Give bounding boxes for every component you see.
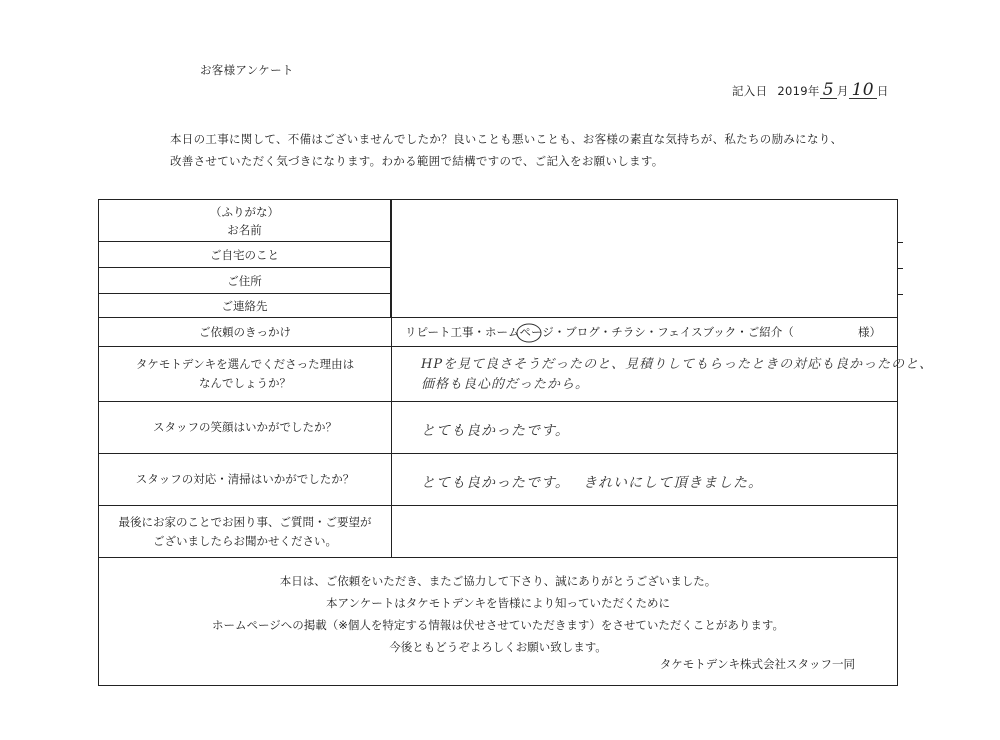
date-year: 2019年 (777, 84, 820, 98)
date-month: 5 (820, 82, 837, 99)
address-label: ご住所 (227, 273, 262, 288)
trigger-suffix: 様） (858, 325, 881, 339)
contact-label: ご連絡先 (221, 299, 268, 313)
address-cell (99, 268, 391, 294)
furigana-label: （ふりがな） (210, 204, 279, 219)
name-label: お名前 (227, 222, 262, 237)
trigger-label-cell (99, 318, 392, 346)
q2-answer[interactable] (391, 402, 897, 453)
home-label: ご自宅のこと (210, 247, 279, 262)
q1-row (99, 347, 934, 402)
footer-line-1: 本日は、ご依頼をいただき、またご協力して下さり、誠にありがとうございました。 (279, 574, 717, 588)
footer-line-3: ホームページへの掲載（※個人を特定する情報は伏せさせていただきます）をさせていただくことがあります。 (212, 618, 784, 632)
footer-line-4: 今後ともどうぞよろしくお願い致します。 (389, 640, 607, 654)
footer-line-2: 本アンケートはタケモトデンキを皆様により知っていただくために (325, 596, 671, 610)
contact-cell (99, 294, 391, 318)
q3-answer-text-b: きれいにして頂きました。 (583, 475, 763, 491)
q3-answer-text-a: とても良かったです。 (421, 475, 570, 491)
trigger-row (99, 318, 897, 347)
tick-mark (897, 294, 903, 295)
date-month-unit: 月 (836, 84, 849, 98)
q1-answer-line-1: HPを見て良さそうだったのと、見積りしてもらったときの対応も良かったのと、 (421, 357, 934, 372)
q2-label: スタッフの笑顔はいかがでしたか？ (153, 420, 337, 434)
survey-title: お客様アンケート (200, 63, 294, 77)
q1-answer-line-2: 価格も良心的だったから。 (421, 377, 590, 392)
home-cell (99, 242, 391, 268)
customer-info-answer[interactable] (391, 200, 897, 317)
trigger-options-text: リピート工事・ホームページ・ブログ・チラシ・フェイスブック・ご紹介（ (405, 325, 794, 339)
q1-answer[interactable] (391, 347, 934, 401)
q3-label-cell (99, 454, 392, 505)
name-cell (99, 200, 391, 242)
footer-signature: タケモトデンキ株式会社スタッフ一同 (659, 657, 855, 671)
q1-label-cell (99, 347, 392, 401)
intro-line-1: 本日の工事に関して、不備はございませんでしたか？良いことも悪いことも、お客様の素直な気持ちが、私たちの励みになり、 (170, 132, 843, 146)
date-label: 記入日 (732, 84, 768, 98)
q3-answer[interactable] (391, 454, 897, 505)
q4-answer[interactable] (391, 506, 897, 557)
trigger-answer[interactable] (391, 318, 897, 346)
trigger-options (405, 318, 881, 346)
thank-you-section (99, 558, 897, 685)
homepage-circle-mark (514, 322, 544, 344)
customer-info-block (99, 200, 897, 318)
q1-label-line-1: タケモトデンキを選んでくださった理由は (135, 357, 355, 371)
q4-label-line-2: ございましたらお聞かせください。 (153, 533, 337, 548)
q2-answer-text: とても良かったです。 (421, 423, 570, 439)
survey-form (98, 199, 934, 686)
date-entry (732, 82, 889, 99)
tick-mark (897, 242, 903, 243)
q3-label: スタッフの対応・清掃はいかがでしたか？ (135, 472, 355, 486)
q3-row (99, 454, 897, 506)
intro-text (170, 128, 842, 172)
date-day: 10 (849, 82, 877, 99)
q2-label-cell (99, 402, 392, 453)
trigger-label: ご依頼のきっかけ (199, 324, 291, 339)
q4-row (99, 506, 897, 558)
tick-mark (897, 268, 903, 269)
intro-line-2: 改善させていただく気づきになります。わかる範囲で結構ですので、ご記入をお願いします。 (170, 154, 664, 168)
q4-label-line-1: 最後にお家のことでお困り事、ご質問・ご要望が (118, 514, 372, 529)
date-day-unit: 日 (876, 84, 889, 98)
q2-row (99, 402, 897, 454)
q1-label-line-2: なんでしょうか？ (199, 376, 291, 390)
q4-label-cell (99, 506, 392, 557)
